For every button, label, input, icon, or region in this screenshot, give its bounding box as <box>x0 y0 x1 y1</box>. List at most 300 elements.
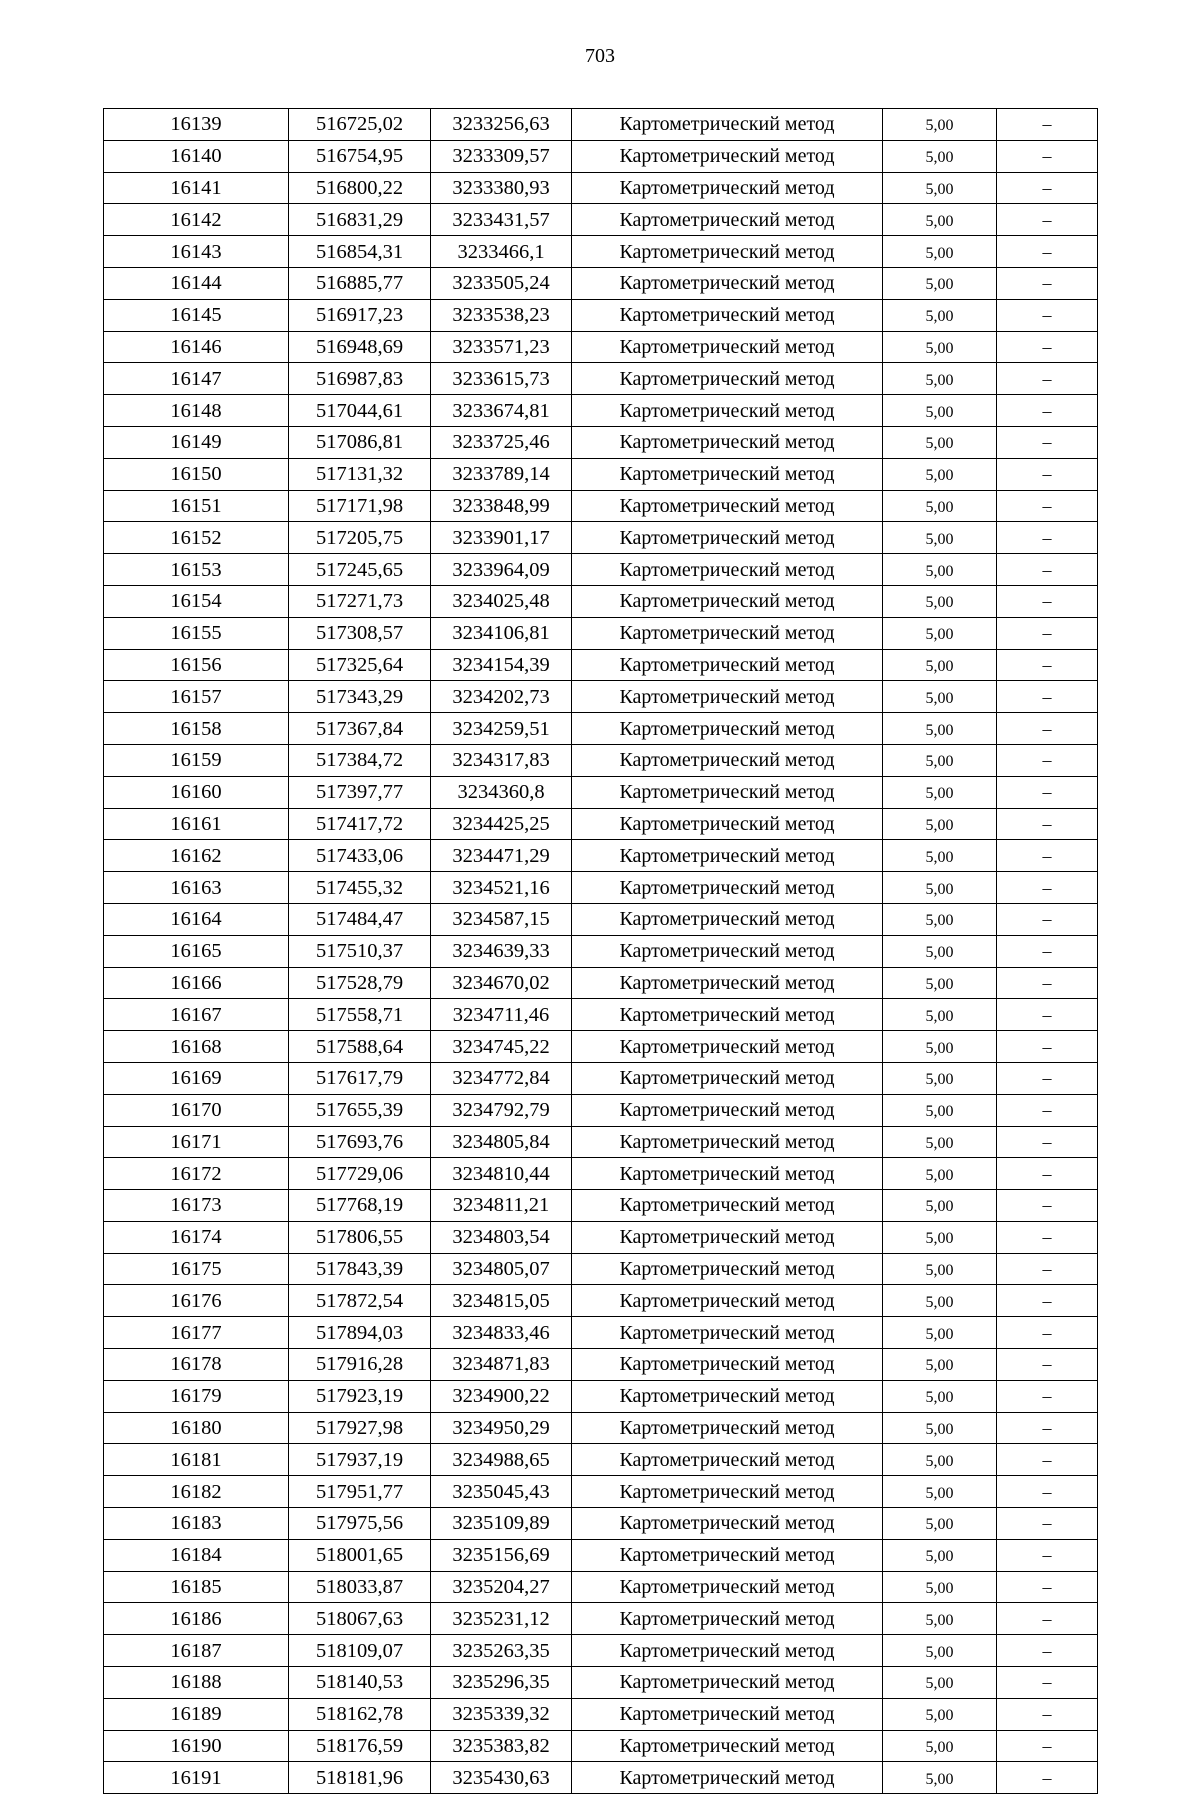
table-row <box>104 236 1098 268</box>
table-row <box>104 299 1098 331</box>
x-coordinate-cell: 517343,29 <box>289 681 431 713</box>
point-number-cell: 16179 <box>104 1380 289 1412</box>
table-row <box>104 395 1098 427</box>
y-coordinate-cell: 3233538,23 <box>431 299 572 331</box>
table-row <box>104 331 1098 363</box>
y-coordinate-cell: 3234670,02 <box>431 967 572 999</box>
table-row <box>104 1031 1098 1063</box>
method-cell: Картометрический метод <box>572 681 883 713</box>
y-coordinate-cell: 3233571,23 <box>431 331 572 363</box>
x-coordinate-cell: 517937,19 <box>289 1444 431 1476</box>
y-coordinate-cell: 3234745,22 <box>431 1031 572 1063</box>
note-cell: – <box>997 1571 1098 1603</box>
point-number-cell: 16167 <box>104 999 289 1031</box>
note-cell: – <box>997 331 1098 363</box>
x-coordinate-cell: 517171,98 <box>289 490 431 522</box>
accuracy-cell: 5,00 <box>883 1221 997 1253</box>
x-coordinate-cell: 517729,06 <box>289 1158 431 1190</box>
y-coordinate-cell: 3234810,44 <box>431 1158 572 1190</box>
accuracy-cell: 5,00 <box>883 1571 997 1603</box>
method-cell: Картометрический метод <box>572 713 883 745</box>
note-cell: – <box>997 1762 1098 1794</box>
note-cell: – <box>997 1603 1098 1635</box>
table-row <box>104 1190 1098 1222</box>
accuracy-cell: 5,00 <box>883 713 997 745</box>
point-number-cell: 16152 <box>104 522 289 554</box>
point-number-cell: 16187 <box>104 1635 289 1667</box>
note-cell: – <box>997 1253 1098 1285</box>
point-number-cell: 16156 <box>104 649 289 681</box>
method-cell: Картометрический метод <box>572 1444 883 1476</box>
x-coordinate-cell: 516987,83 <box>289 363 431 395</box>
point-number-cell: 16148 <box>104 395 289 427</box>
method-cell: Картометрический метод <box>572 236 883 268</box>
table-row <box>104 267 1098 299</box>
accuracy-cell: 5,00 <box>883 1730 997 1762</box>
point-number-cell: 16160 <box>104 776 289 808</box>
x-coordinate-cell: 518176,59 <box>289 1730 431 1762</box>
y-coordinate-cell: 3233380,93 <box>431 172 572 204</box>
note-cell: – <box>997 363 1098 395</box>
note-cell: – <box>997 109 1098 141</box>
method-cell: Картометрический метод <box>572 140 883 172</box>
y-coordinate-cell: 3234587,15 <box>431 903 572 935</box>
x-coordinate-cell: 516948,69 <box>289 331 431 363</box>
point-number-cell: 16157 <box>104 681 289 713</box>
accuracy-cell: 5,00 <box>883 1158 997 1190</box>
table-row <box>104 1603 1098 1635</box>
point-number-cell: 16190 <box>104 1730 289 1762</box>
method-cell: Картометрический метод <box>572 1285 883 1317</box>
table-row <box>104 1380 1098 1412</box>
x-coordinate-cell: 517588,64 <box>289 1031 431 1063</box>
point-number-cell: 16155 <box>104 617 289 649</box>
accuracy-cell: 5,00 <box>883 840 997 872</box>
y-coordinate-cell: 3234805,84 <box>431 1126 572 1158</box>
y-coordinate-cell: 3234988,65 <box>431 1444 572 1476</box>
point-number-cell: 16176 <box>104 1285 289 1317</box>
x-coordinate-cell: 518181,96 <box>289 1762 431 1794</box>
y-coordinate-cell: 3234950,29 <box>431 1412 572 1444</box>
point-number-cell: 16162 <box>104 840 289 872</box>
accuracy-cell: 5,00 <box>883 617 997 649</box>
note-cell: – <box>997 236 1098 268</box>
x-coordinate-cell: 517558,71 <box>289 999 431 1031</box>
point-number-cell: 16182 <box>104 1476 289 1508</box>
table-row <box>104 681 1098 713</box>
accuracy-cell: 5,00 <box>883 903 997 935</box>
y-coordinate-cell: 3234811,21 <box>431 1190 572 1222</box>
table-row <box>104 617 1098 649</box>
x-coordinate-cell: 517397,77 <box>289 776 431 808</box>
y-coordinate-cell: 3234106,81 <box>431 617 572 649</box>
method-cell: Картометрический метод <box>572 1412 883 1444</box>
note-cell: – <box>997 204 1098 236</box>
y-coordinate-cell: 3235045,43 <box>431 1476 572 1508</box>
table-row <box>104 776 1098 808</box>
method-cell: Картометрический метод <box>572 1190 883 1222</box>
note-cell: – <box>997 649 1098 681</box>
point-number-cell: 16165 <box>104 935 289 967</box>
y-coordinate-cell: 3234803,54 <box>431 1221 572 1253</box>
x-coordinate-cell: 518109,07 <box>289 1635 431 1667</box>
point-number-cell: 16150 <box>104 458 289 490</box>
table-row <box>104 1349 1098 1381</box>
method-cell: Картометрический метод <box>572 1508 883 1540</box>
y-coordinate-cell: 3234471,29 <box>431 840 572 872</box>
page-number: 703 <box>585 45 615 67</box>
method-cell: Картометрический метод <box>572 109 883 141</box>
accuracy-cell: 5,00 <box>883 554 997 586</box>
y-coordinate-cell: 3233725,46 <box>431 426 572 458</box>
method-cell: Картометрический метод <box>572 172 883 204</box>
table-row <box>104 1317 1098 1349</box>
accuracy-cell: 5,00 <box>883 1412 997 1444</box>
point-number-cell: 16143 <box>104 236 289 268</box>
method-cell: Картометрический метод <box>572 267 883 299</box>
point-number-cell: 16183 <box>104 1508 289 1540</box>
point-number-cell: 16184 <box>104 1539 289 1571</box>
table-row <box>104 840 1098 872</box>
table-row <box>104 1730 1098 1762</box>
note-cell: – <box>997 1412 1098 1444</box>
table-row <box>104 522 1098 554</box>
x-coordinate-cell: 517655,39 <box>289 1094 431 1126</box>
y-coordinate-cell: 3234711,46 <box>431 999 572 1031</box>
accuracy-cell: 5,00 <box>883 426 997 458</box>
accuracy-cell: 5,00 <box>883 1762 997 1794</box>
point-number-cell: 16181 <box>104 1444 289 1476</box>
y-coordinate-cell: 3233615,73 <box>431 363 572 395</box>
table-row <box>104 649 1098 681</box>
table-row <box>104 1094 1098 1126</box>
accuracy-cell: 5,00 <box>883 744 997 776</box>
table-row <box>104 554 1098 586</box>
y-coordinate-cell: 3234360,8 <box>431 776 572 808</box>
point-number-cell: 16163 <box>104 872 289 904</box>
table-row <box>104 1253 1098 1285</box>
point-number-cell: 16180 <box>104 1412 289 1444</box>
note-cell: – <box>997 1062 1098 1094</box>
note-cell: – <box>997 1444 1098 1476</box>
accuracy-cell: 5,00 <box>883 395 997 427</box>
accuracy-cell: 5,00 <box>883 967 997 999</box>
method-cell: Картометрический метод <box>572 204 883 236</box>
point-number-cell: 16144 <box>104 267 289 299</box>
point-number-cell: 16189 <box>104 1698 289 1730</box>
point-number-cell: 16139 <box>104 109 289 141</box>
method-cell: Картометрический метод <box>572 1031 883 1063</box>
y-coordinate-cell: 3234521,16 <box>431 872 572 904</box>
y-coordinate-cell: 3234871,83 <box>431 1349 572 1381</box>
table-row <box>104 1126 1098 1158</box>
method-cell: Картометрический метод <box>572 458 883 490</box>
accuracy-cell: 5,00 <box>883 1126 997 1158</box>
point-number-cell: 16185 <box>104 1571 289 1603</box>
x-coordinate-cell: 517693,76 <box>289 1126 431 1158</box>
accuracy-cell: 5,00 <box>883 1062 997 1094</box>
accuracy-cell: 5,00 <box>883 1317 997 1349</box>
note-cell: – <box>997 935 1098 967</box>
note-cell: – <box>997 999 1098 1031</box>
note-cell: – <box>997 1094 1098 1126</box>
note-cell: – <box>997 490 1098 522</box>
note-cell: – <box>997 744 1098 776</box>
method-cell: Картометрический метод <box>572 967 883 999</box>
method-cell: Картометрический метод <box>572 840 883 872</box>
note-cell: – <box>997 172 1098 204</box>
note-cell: – <box>997 617 1098 649</box>
point-number-cell: 16174 <box>104 1221 289 1253</box>
method-cell: Картометрический метод <box>572 1094 883 1126</box>
table-row <box>104 140 1098 172</box>
method-cell: Картометрический метод <box>572 1476 883 1508</box>
x-coordinate-cell: 517384,72 <box>289 744 431 776</box>
y-coordinate-cell: 3233309,57 <box>431 140 572 172</box>
x-coordinate-cell: 517433,06 <box>289 840 431 872</box>
accuracy-cell: 5,00 <box>883 935 997 967</box>
note-cell: – <box>997 585 1098 617</box>
accuracy-cell: 5,00 <box>883 1285 997 1317</box>
method-cell: Картометрический метод <box>572 617 883 649</box>
table-row <box>104 1539 1098 1571</box>
accuracy-cell: 5,00 <box>883 1603 997 1635</box>
method-cell: Картометрический метод <box>572 1317 883 1349</box>
y-coordinate-cell: 3235296,35 <box>431 1667 572 1699</box>
method-cell: Картометрический метод <box>572 1380 883 1412</box>
method-cell: Картометрический метод <box>572 744 883 776</box>
accuracy-cell: 5,00 <box>883 1508 997 1540</box>
note-cell: – <box>997 1126 1098 1158</box>
point-number-cell: 16191 <box>104 1762 289 1794</box>
x-coordinate-cell: 517843,39 <box>289 1253 431 1285</box>
note-cell: – <box>997 1508 1098 1540</box>
y-coordinate-cell: 3235231,12 <box>431 1603 572 1635</box>
x-coordinate-cell: 516917,23 <box>289 299 431 331</box>
table-row <box>104 713 1098 745</box>
note-cell: – <box>997 1380 1098 1412</box>
y-coordinate-cell: 3233789,14 <box>431 458 572 490</box>
table-row <box>104 1571 1098 1603</box>
method-cell: Картометрический метод <box>572 299 883 331</box>
note-cell: – <box>997 426 1098 458</box>
accuracy-cell: 5,00 <box>883 1349 997 1381</box>
x-coordinate-cell: 517367,84 <box>289 713 431 745</box>
table-row <box>104 1476 1098 1508</box>
x-coordinate-cell: 516854,31 <box>289 236 431 268</box>
y-coordinate-cell: 3235339,32 <box>431 1698 572 1730</box>
table-row <box>104 363 1098 395</box>
note-cell: – <box>997 267 1098 299</box>
method-cell: Картометрический метод <box>572 1158 883 1190</box>
table-row <box>104 1285 1098 1317</box>
method-cell: Картометрический метод <box>572 490 883 522</box>
note-cell: – <box>997 554 1098 586</box>
note-cell: – <box>997 1221 1098 1253</box>
table-row <box>104 1698 1098 1730</box>
point-number-cell: 16172 <box>104 1158 289 1190</box>
x-coordinate-cell: 518033,87 <box>289 1571 431 1603</box>
point-number-cell: 16186 <box>104 1603 289 1635</box>
accuracy-cell: 5,00 <box>883 1444 997 1476</box>
table-row <box>104 426 1098 458</box>
note-cell: – <box>997 713 1098 745</box>
accuracy-cell: 5,00 <box>883 999 997 1031</box>
x-coordinate-cell: 517455,32 <box>289 872 431 904</box>
y-coordinate-cell: 3235109,89 <box>431 1508 572 1540</box>
method-cell: Картометрический метод <box>572 363 883 395</box>
point-number-cell: 16171 <box>104 1126 289 1158</box>
note-cell: – <box>997 1539 1098 1571</box>
method-cell: Картометрический метод <box>572 1762 883 1794</box>
table-row <box>104 1158 1098 1190</box>
accuracy-cell: 5,00 <box>883 649 997 681</box>
method-cell: Картометрический метод <box>572 1730 883 1762</box>
table-row <box>104 808 1098 840</box>
table-row <box>104 872 1098 904</box>
accuracy-cell: 5,00 <box>883 363 997 395</box>
accuracy-cell: 5,00 <box>883 681 997 713</box>
point-number-cell: 16188 <box>104 1667 289 1699</box>
accuracy-cell: 5,00 <box>883 1698 997 1730</box>
y-coordinate-cell: 3234025,48 <box>431 585 572 617</box>
method-cell: Картометрический метод <box>572 1221 883 1253</box>
x-coordinate-cell: 517271,73 <box>289 585 431 617</box>
y-coordinate-cell: 3234833,46 <box>431 1317 572 1349</box>
note-cell: – <box>997 1190 1098 1222</box>
method-cell: Картометрический метод <box>572 554 883 586</box>
method-cell: Картометрический метод <box>572 1062 883 1094</box>
x-coordinate-cell: 517205,75 <box>289 522 431 554</box>
point-number-cell: 16147 <box>104 363 289 395</box>
method-cell: Картометрический метод <box>572 776 883 808</box>
x-coordinate-cell: 517894,03 <box>289 1317 431 1349</box>
method-cell: Картометрический метод <box>572 1635 883 1667</box>
accuracy-cell: 5,00 <box>883 585 997 617</box>
y-coordinate-cell: 3233848,99 <box>431 490 572 522</box>
note-cell: – <box>997 140 1098 172</box>
note-cell: – <box>997 1031 1098 1063</box>
note-cell: – <box>997 840 1098 872</box>
accuracy-cell: 5,00 <box>883 1031 997 1063</box>
x-coordinate-cell: 517131,32 <box>289 458 431 490</box>
x-coordinate-cell: 516831,29 <box>289 204 431 236</box>
x-coordinate-cell: 516725,02 <box>289 109 431 141</box>
x-coordinate-cell: 516800,22 <box>289 172 431 204</box>
method-cell: Картометрический метод <box>572 935 883 967</box>
accuracy-cell: 5,00 <box>883 1380 997 1412</box>
coordinates-table-body <box>104 109 1098 1794</box>
x-coordinate-cell: 517086,81 <box>289 426 431 458</box>
y-coordinate-cell: 3234425,25 <box>431 808 572 840</box>
accuracy-cell: 5,00 <box>883 299 997 331</box>
table-row <box>104 1062 1098 1094</box>
point-number-cell: 16145 <box>104 299 289 331</box>
note-cell: – <box>997 903 1098 935</box>
accuracy-cell: 5,00 <box>883 522 997 554</box>
point-number-cell: 16141 <box>104 172 289 204</box>
method-cell: Картометрический метод <box>572 999 883 1031</box>
y-coordinate-cell: 3234154,39 <box>431 649 572 681</box>
note-cell: – <box>997 1285 1098 1317</box>
note-cell: – <box>997 1667 1098 1699</box>
point-number-cell: 16146 <box>104 331 289 363</box>
note-cell: – <box>997 299 1098 331</box>
note-cell: – <box>997 872 1098 904</box>
method-cell: Картометрический метод <box>572 1667 883 1699</box>
x-coordinate-cell: 517923,19 <box>289 1380 431 1412</box>
y-coordinate-cell: 3235430,63 <box>431 1762 572 1794</box>
method-cell: Картометрический метод <box>572 1349 883 1381</box>
table-row <box>104 1221 1098 1253</box>
y-coordinate-cell: 3233466,1 <box>431 236 572 268</box>
x-coordinate-cell: 516754,95 <box>289 140 431 172</box>
accuracy-cell: 5,00 <box>883 872 997 904</box>
note-cell: – <box>997 395 1098 427</box>
note-cell: – <box>997 1349 1098 1381</box>
table-row <box>104 490 1098 522</box>
table-row <box>104 1412 1098 1444</box>
method-cell: Картометрический метод <box>572 903 883 935</box>
note-cell: – <box>997 1730 1098 1762</box>
point-number-cell: 16154 <box>104 585 289 617</box>
accuracy-cell: 5,00 <box>883 1667 997 1699</box>
point-number-cell: 16140 <box>104 140 289 172</box>
x-coordinate-cell: 516885,77 <box>289 267 431 299</box>
point-number-cell: 16159 <box>104 744 289 776</box>
note-cell: – <box>997 1158 1098 1190</box>
table-row <box>104 458 1098 490</box>
point-number-cell: 16142 <box>104 204 289 236</box>
x-coordinate-cell: 517951,77 <box>289 1476 431 1508</box>
table-row <box>104 935 1098 967</box>
accuracy-cell: 5,00 <box>883 1190 997 1222</box>
point-number-cell: 16170 <box>104 1094 289 1126</box>
x-coordinate-cell: 517484,47 <box>289 903 431 935</box>
accuracy-cell: 5,00 <box>883 172 997 204</box>
point-number-cell: 16177 <box>104 1317 289 1349</box>
accuracy-cell: 5,00 <box>883 140 997 172</box>
note-cell: – <box>997 522 1098 554</box>
table-row <box>104 1762 1098 1794</box>
method-cell: Картометрический метод <box>572 585 883 617</box>
x-coordinate-cell: 517927,98 <box>289 1412 431 1444</box>
x-coordinate-cell: 517245,65 <box>289 554 431 586</box>
y-coordinate-cell: 3235204,27 <box>431 1571 572 1603</box>
table-row <box>104 744 1098 776</box>
y-coordinate-cell: 3233256,63 <box>431 109 572 141</box>
method-cell: Картометрический метод <box>572 1603 883 1635</box>
method-cell: Картометрический метод <box>572 395 883 427</box>
y-coordinate-cell: 3233901,17 <box>431 522 572 554</box>
method-cell: Картометрический метод <box>572 426 883 458</box>
y-coordinate-cell: 3235156,69 <box>431 1539 572 1571</box>
point-number-cell: 16164 <box>104 903 289 935</box>
point-number-cell: 16175 <box>104 1253 289 1285</box>
table-row <box>104 903 1098 935</box>
point-number-cell: 16151 <box>104 490 289 522</box>
x-coordinate-cell: 517044,61 <box>289 395 431 427</box>
note-cell: – <box>997 681 1098 713</box>
y-coordinate-cell: 3233674,81 <box>431 395 572 427</box>
method-cell: Картометрический метод <box>572 872 883 904</box>
table-row <box>104 109 1098 141</box>
note-cell: – <box>997 808 1098 840</box>
x-coordinate-cell: 517617,79 <box>289 1062 431 1094</box>
note-cell: – <box>997 458 1098 490</box>
accuracy-cell: 5,00 <box>883 458 997 490</box>
x-coordinate-cell: 517975,56 <box>289 1508 431 1540</box>
